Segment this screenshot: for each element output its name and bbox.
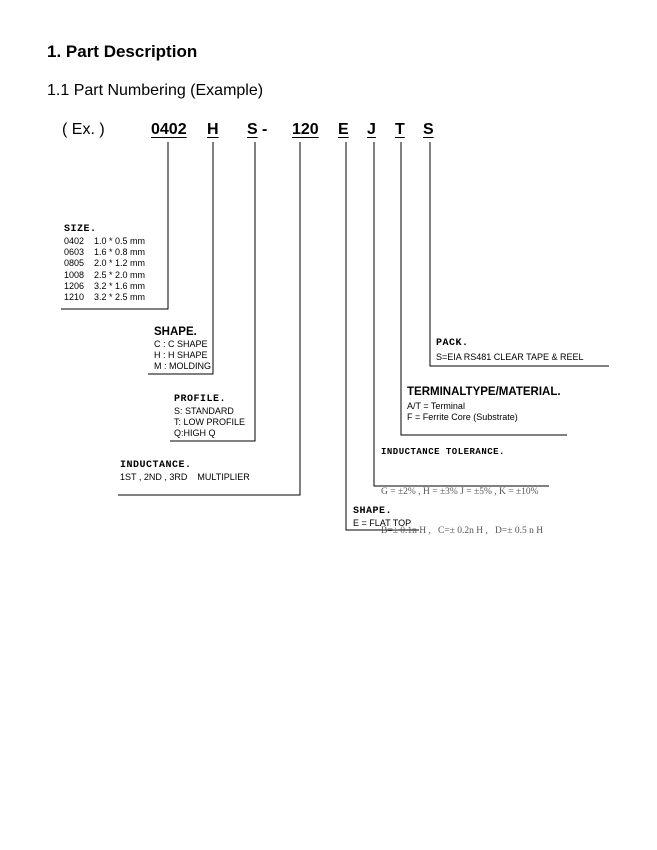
tolerance-line: G = ±2% , H = ±3% J = ±5% , K = ±10% <box>381 487 539 497</box>
shape2-line: E = FLAT TOP <box>353 518 412 528</box>
profile-title: PROFILE. <box>174 394 227 405</box>
inductance-block <box>120 460 250 483</box>
inductance-connector <box>118 142 300 495</box>
tolerance-line: B=± 0.1n H , C=± 0.2n H , D=± 0.5 n H <box>381 526 544 536</box>
terminal-line: A/T = Terminal <box>407 401 465 411</box>
size-row: 0402 1.0 * 0.5 mm <box>64 236 146 246</box>
profile-line: Q:HIGH Q <box>174 428 216 439</box>
terminal-block <box>407 386 561 423</box>
size-row: 1206 3.2 * 1.6 mm <box>64 280 146 291</box>
profile-block <box>174 394 245 440</box>
code-size: 0402 <box>151 121 187 138</box>
shape-block <box>154 326 211 373</box>
code-shape: H <box>207 121 219 138</box>
code-pack: S <box>423 121 434 138</box>
example-label: ( Ex. ) <box>62 121 105 138</box>
code-terminal: T <box>395 121 405 138</box>
section-heading: 1. Part Description <box>47 42 198 61</box>
shape2-title: SHAPE. <box>353 506 393 517</box>
shape-line: C : C SHAPE <box>154 339 208 349</box>
code-shape-top: E <box>338 121 349 138</box>
shape-title: SHAPE. <box>154 326 197 338</box>
subsection-heading: 1.1 Part Numbering (Example) <box>47 82 264 99</box>
code-inductance: 120 <box>292 121 319 138</box>
profile-line: T: LOW PROFILE <box>174 417 246 428</box>
terminal-title: TERMINALTYPE/MATERIAL. <box>407 386 561 398</box>
inductance-title: INDUCTANCE. <box>120 460 192 471</box>
pack-connector <box>430 142 609 366</box>
code-tolerance: J <box>367 121 376 138</box>
shape-line: M : MOLDING <box>154 361 212 372</box>
inductance-line: 1ST , 2ND , 3RD MULTIPLIER <box>120 472 250 482</box>
size-row: 1210 3.2 * 2.5 mm <box>64 292 146 303</box>
terminal-line: F = Ferrite Core (Substrate) <box>407 412 518 423</box>
pack-title: PACK. <box>436 338 469 349</box>
code-separator: - <box>262 121 268 138</box>
code-profile: S <box>247 121 258 138</box>
size-title: SIZE. <box>64 224 97 235</box>
size-row: 0805 2.0 * 1.2 mm <box>64 258 146 269</box>
size-row: 1008 2.5 * 2.0 mm <box>64 269 146 280</box>
size-row: 0603 1.6 * 0.8 mm <box>64 247 146 258</box>
tolerance-block <box>381 447 543 564</box>
pack-line: S=EIA RS481 CLEAR TAPE & REEL <box>436 352 584 362</box>
profile-line: S: STANDARD <box>174 406 234 416</box>
tolerance-title: INDUCTANCE TOLERANCE. <box>381 447 505 457</box>
pack-block <box>436 338 584 363</box>
shape-line: H : H SHAPE <box>154 350 208 361</box>
size-block <box>64 224 145 303</box>
tolerance-connector <box>374 142 549 486</box>
